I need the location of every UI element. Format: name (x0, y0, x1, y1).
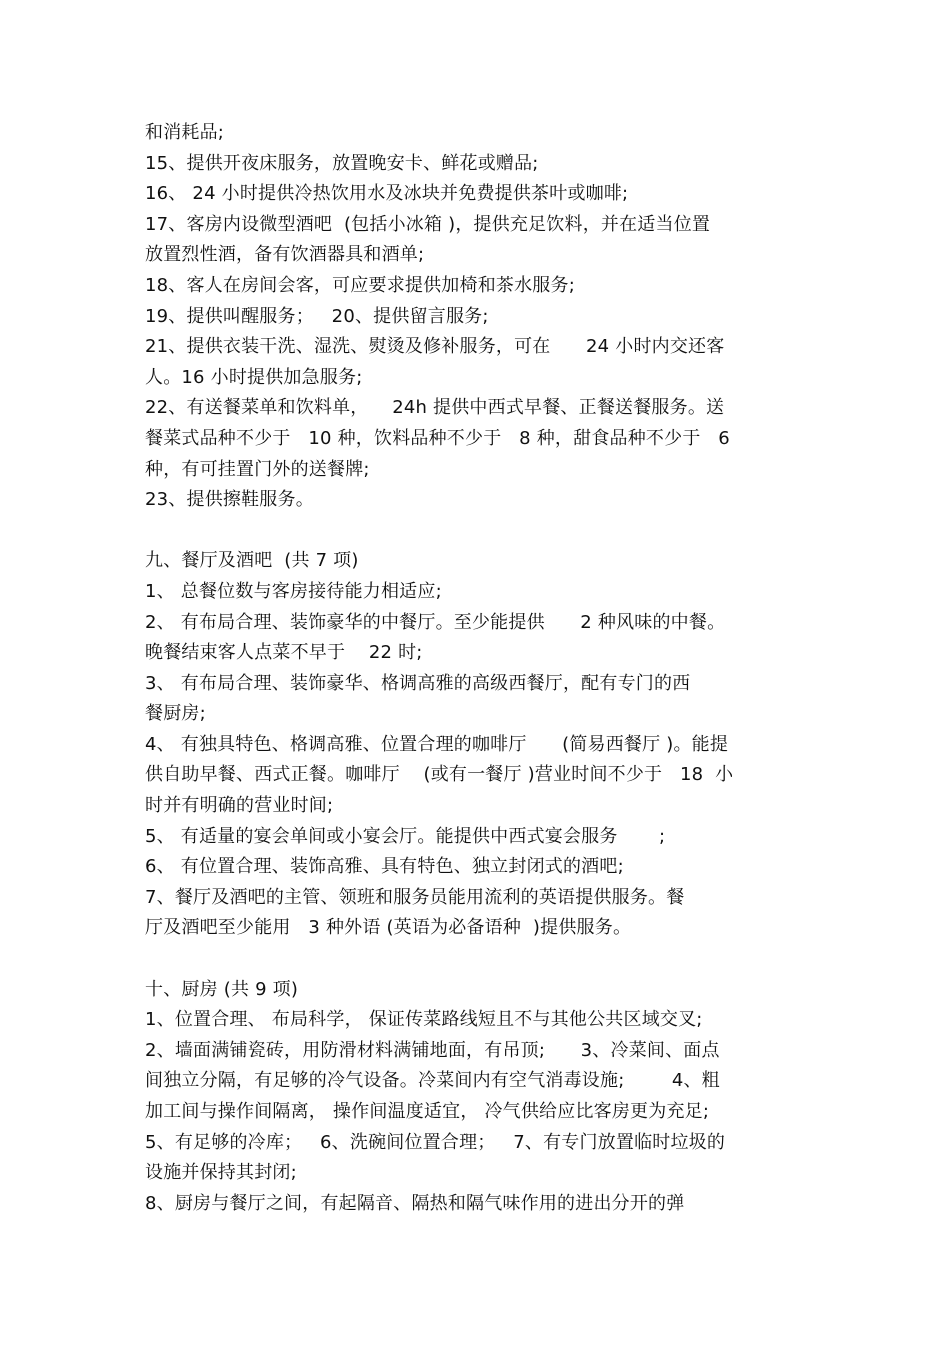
section-restaurant-bar (145, 546, 815, 944)
text-line: 2、墙面满铺瓷砖，用防滑材料满铺地面，有吊顶; 3、冷菜间、面点 (145, 1039, 720, 1061)
text-line: 5、有足够的冷库； 6、洗碗间位置合理； 7、有专门放置临时垃圾的 (145, 1131, 726, 1153)
text-line: 设施并保持其封闭; (145, 1162, 297, 1184)
text-line: 间独立分隔，有足够的冷气设备。冷菜间内有空气消毒设施; 4、粗 (145, 1070, 720, 1092)
section-kitchen (145, 975, 815, 1220)
text-line: 19、提供叫醒服务； 20、提供留言服务; (145, 305, 489, 327)
text-line: 放置烈性酒，备有饮酒器具和酒单; (145, 244, 425, 266)
text-line: 18、客人在房间会客，可应要求提供加椅和茶水服务; (145, 274, 575, 296)
text-line: 22、有送餐菜单和饮料单， 24h 提供中西式早餐、正餐送餐服务。送 (145, 397, 725, 419)
text-line: 8、厨房与餐厅之间，有起隔音、隔热和隔气味作用的进出分开的弹 (145, 1192, 685, 1214)
text-line: 晚餐结束客人点菜不早于 22 时; (145, 642, 423, 664)
text-line: 1、位置合理、 布局科学， 保证传菜路线短且不与其他公共区域交叉; (145, 1009, 703, 1031)
paragraph-gap (145, 944, 815, 975)
text-line: 厅及酒吧至少能用 3 种外语 (英语为必备语种 )提供服务。 (145, 917, 632, 939)
text-line: 时并有明确的营业时间; (145, 795, 334, 817)
text-line: 餐厨房; (145, 703, 206, 725)
text-line: 和消耗品; (145, 122, 225, 143)
text-line: 供自助早餐、西式正餐。咖啡厅 (或有一餐厅 )营业时间不少于 18 小 (145, 764, 734, 786)
text-line: 16、 24 小时提供冷热饮用水及冰块并免费提供茶叶或咖啡; (145, 183, 629, 205)
text-line: 6、 有位置合理、装饰高雅、具有特色、独立封闭式的酒吧; (145, 856, 624, 878)
text-line: 1、 总餐位数与客房接待能力相适应; (145, 580, 442, 602)
text-line: 种，有可挂置门外的送餐牌; (145, 458, 370, 480)
text-line: 人。16 小时提供加急服务; (145, 366, 363, 388)
text-line: 23、提供擦鞋服务。 (145, 489, 314, 511)
text-line: 5、 有适量的宴会单间或小宴会厅。能提供中西式宴会服务 ; (145, 825, 666, 847)
section-heading: 九、餐厅及酒吧 (共 7 项) (145, 550, 359, 572)
paragraph-gap (145, 516, 815, 547)
text-line: 17、客房内设微型酒吧 (包括小冰箱 )，提供充足饮料，并在适当位置 (145, 213, 711, 235)
section-room-service-continued (145, 118, 815, 516)
document-body (145, 118, 815, 1219)
text-line: 加工间与操作间隔离， 操作间温度适宜， 冷气供给应比客房更为充足; (145, 1101, 710, 1122)
text-line: 2、 有布局合理、装饰豪华的中餐厅。至少能提供 2 种风味的中餐。 (145, 611, 726, 633)
text-line: 餐菜式品种不少于 10 种，饮料品种不少于 8 种，甜食品种不少于 6 (145, 427, 730, 449)
text-line: 15、提供开夜床服务，放置晚安卡、鲜花或赠品; (145, 152, 539, 174)
text-line: 3、 有布局合理、装饰豪华、格调高雅的高级西餐厅，配有专门的西 (145, 672, 691, 694)
text-line: 21、提供衣装干洗、湿洗、熨烫及修补服务，可在 24 小时内交还客 (145, 336, 725, 358)
text-line: 7、餐厅及酒吧的主管、领班和服务员能用流利的英语提供服务。餐 (145, 886, 685, 908)
text-line: 4、 有独具特色、格调高雅、位置合理的咖啡厅 (简易西餐厅 )。能提 (145, 733, 729, 755)
section-heading: 十、厨房 (共 9 项) (145, 978, 299, 1000)
